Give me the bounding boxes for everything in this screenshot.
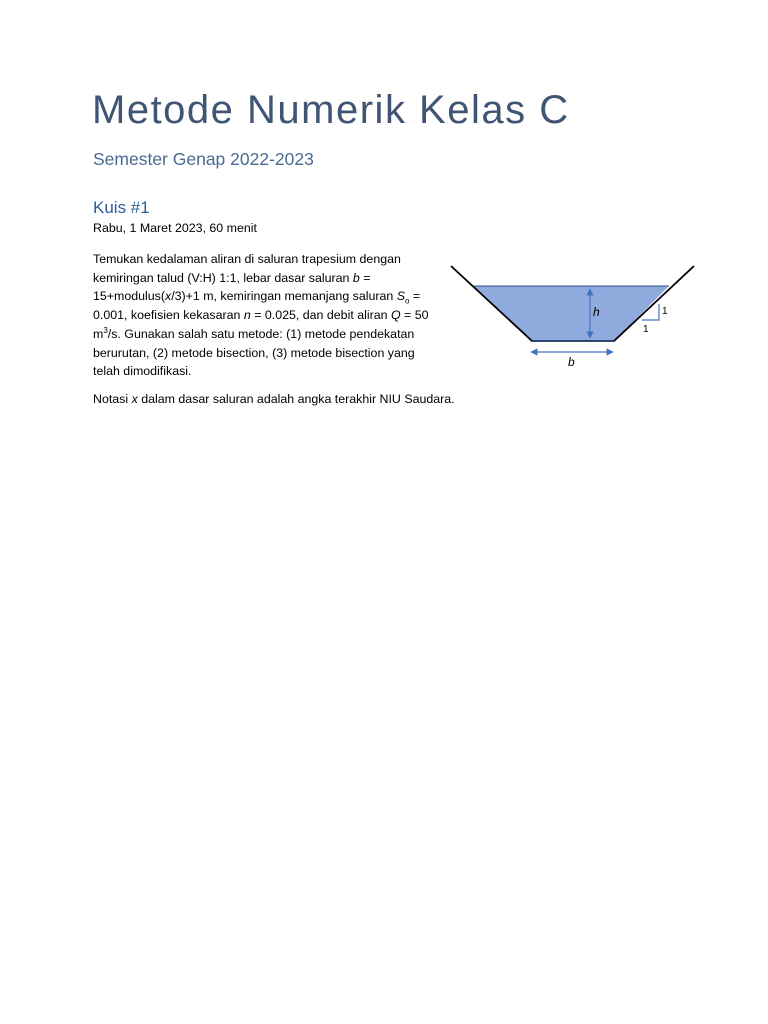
depth-label: h [593, 305, 600, 319]
document-subtitle: Semester Genap 2022-2023 [93, 149, 314, 169]
problem-statement: Temukan kedalaman aliran di saluran trapesium dengan kemiringan talud (V:H) 1:1, lebar dasar saluran b = 15+modulus(x/3)+1 m, kemiringan memanjang saluran $S_o = 0.001$, koefisien kekasaran n = 0.025, dan debit aliran Q = 50 $m^3/s$. Gunakan salah satu metode: (1) metode pendekatan berurutan, (2) metode bisection, (3) metode bisection yang telah dimodifikasi. [93, 252, 429, 379]
document-title: Metode Numerik Kelas C [92, 88, 570, 132]
width-label: b [568, 355, 575, 369]
quiz-heading: Kuis #1 [93, 198, 150, 217]
note-text: Notasi x dalam dasar saluran adalah angka terakhir NIU Saudara. [93, 392, 455, 406]
quiz-date: Rabu, 1 Maret 2023, 60 menit [93, 221, 257, 235]
trapezoid-channel-diagram [440, 255, 705, 375]
slope-vertical-label: 1 [662, 306, 668, 317]
slope-horizontal-label: 1 [643, 324, 649, 335]
